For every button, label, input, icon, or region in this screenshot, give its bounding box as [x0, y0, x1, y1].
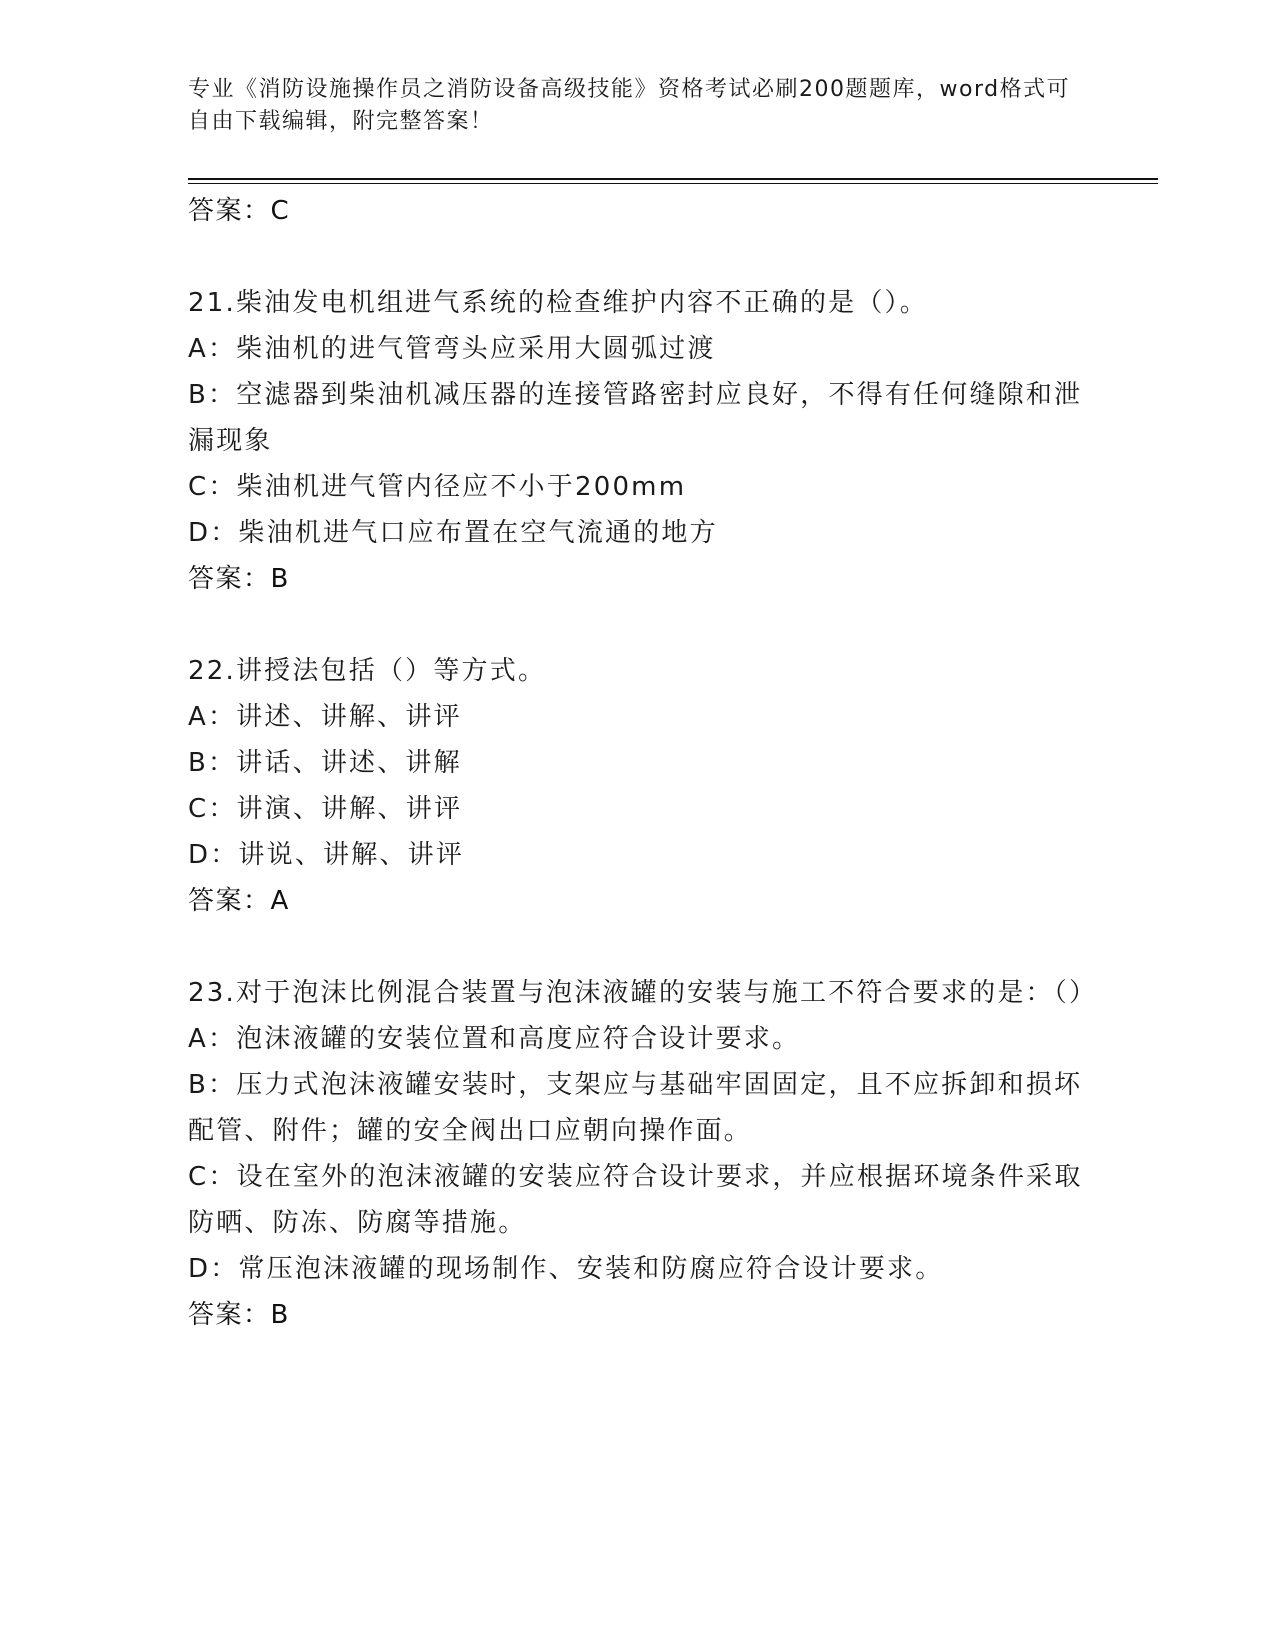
option-b: B：空滤器到柴油机减压器的连接管路密封应良好，不得有任何缝隙和泄漏现象: [188, 380, 1083, 456]
answer-20: 答案：C: [188, 196, 291, 226]
header-divider: [188, 178, 1158, 180]
answer-22: 答案：A: [188, 886, 290, 916]
option-c: C：讲演、讲解、讲评: [188, 794, 463, 824]
option-a: A：柴油机的进气管弯头应采用大圆弧过渡: [188, 334, 716, 364]
question-22: [188, 648, 1088, 924]
question-stem: 23.对于泡沫比例混合装置与泡沫液罐的安装与施工不符合要求的是：（）: [188, 978, 1098, 1008]
option-d: D：常压泡沫液罐的现场制作、安装和防腐应符合设计要求。: [188, 1254, 944, 1284]
spacer: [188, 602, 1088, 648]
answer-21: 答案：B: [188, 564, 290, 594]
question-stem: 22.讲授法包括（）等方式。: [188, 656, 547, 686]
option-a: A：讲述、讲解、讲评: [188, 702, 462, 732]
option-b: B：讲话、讲述、讲解: [188, 748, 462, 778]
spacer: [188, 924, 1088, 970]
option-c: C：设在室外的泡沫液罐的安装应符合设计要求，并应根据环境条件采取防晒、防冻、防腐等措施。: [188, 1162, 1083, 1238]
option-a: A：泡沫液罐的安装位置和高度应符合设计要求。: [188, 1024, 801, 1054]
option-c: C：柴油机进气管内径应不小于200mm: [188, 472, 687, 502]
header-divider-thin: [188, 183, 1158, 184]
option-b: B：压力式泡沫液罐安装时，支架应与基础牢固固定，且不应拆卸和损坏配管、附件；罐的安全阀出口应朝向操作面。: [188, 1070, 1083, 1146]
question-21: [188, 280, 1088, 602]
option-d: D：柴油机进气口应布置在空气流通的地方: [188, 518, 718, 548]
question-23: [188, 970, 1098, 1338]
option-d: D：讲说、讲解、讲评: [188, 840, 465, 870]
answer-23: 答案：B: [188, 1300, 290, 1330]
page-header: 专业《消防设施操作员之消防设备高级技能》资格考试必刷200题题库，word格式可自由下载编辑，附完整答案！: [188, 77, 1071, 134]
question-list: [188, 188, 1098, 1338]
question-stem: 21.柴油发电机组进气系统的检查维护内容不正确的是（）。: [188, 288, 928, 318]
spacer: [188, 234, 1088, 280]
